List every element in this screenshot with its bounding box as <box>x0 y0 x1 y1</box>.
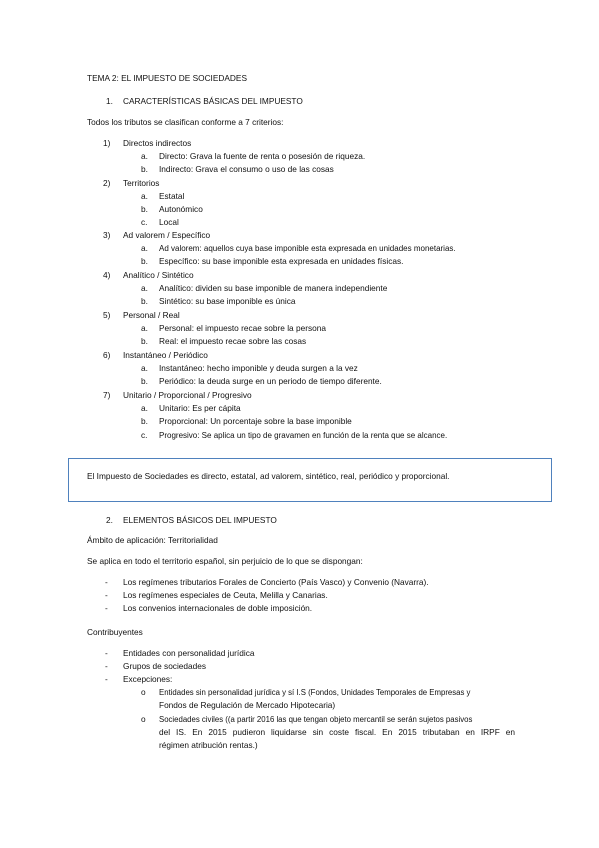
sub-item-text: Progresivo: Se aplica un tipo de gravamen en función de la renta que se alcance. <box>159 431 448 440</box>
sub-item-marker: a. <box>141 191 148 201</box>
section-1-number: 1. <box>106 96 113 106</box>
circle-bullet: o <box>141 714 146 724</box>
sub-item-marker: c. <box>141 217 148 227</box>
criterion-label: Analítico / Sintético <box>123 270 194 280</box>
contribuyente-item: Excepciones: <box>123 674 173 684</box>
sub-item-marker: b. <box>141 296 148 306</box>
sub-item-marker: a. <box>141 323 148 333</box>
summary-text: El Impuesto de Sociedades es directo, estatal, ad valorem, sintético, real, periódico y proporcional. <box>87 471 450 481</box>
ambito-item: Los regímenes especiales de Ceuta, Melilla y Canarias. <box>123 590 328 600</box>
document-title: TEMA 2: EL IMPUESTO DE SOCIEDADES <box>87 73 247 83</box>
sub-item-marker: a. <box>141 151 148 161</box>
excepcion-line: Entidades sin personalidad jurídica y sí I.S (Fondos, Unidades Temporales de Empresas y <box>159 688 471 697</box>
sub-item-text: Indirecto: Grava el consumo o uso de las cosas <box>159 164 334 174</box>
sub-item-text: Directo: Grava la fuente de renta o posesión de riqueza. <box>159 151 366 161</box>
sub-item-marker: c. <box>141 430 148 440</box>
criterion-number: 4) <box>103 270 111 280</box>
ambito-item: Los convenios internacionales de doble imposición. <box>123 603 313 613</box>
criterion-number: 1) <box>103 138 111 148</box>
ambito-intro: Se aplica en todo el territorio español, sin perjuicio de lo que se dispongan: <box>87 556 363 566</box>
sub-item-text: Unitario: Es per cápita <box>159 403 241 413</box>
criterion-label: Instantáneo / Periódico <box>123 350 208 360</box>
dash-bullet: - <box>105 590 108 600</box>
sub-item-text: Real: el impuesto recae sobre las cosas <box>159 336 307 346</box>
contribuyente-item: Grupos de sociedades <box>123 661 207 671</box>
criterion-label: Unitario / Proporcional / Progresivo <box>123 390 252 400</box>
criterion-number: 3) <box>103 230 111 240</box>
sub-item-marker: a. <box>141 363 148 373</box>
sub-item-text: Sintético: su base imponible es única <box>159 296 296 306</box>
sub-item-marker: b. <box>141 416 148 426</box>
criterion-label: Territorios <box>123 178 160 188</box>
sub-item-text: Analítico: dividen su base imponible de manera independiente <box>159 283 388 293</box>
criterion-number: 6) <box>103 350 111 360</box>
criterion-number: 2) <box>103 178 111 188</box>
sub-item-text: Personal: el impuesto recae sobre la persona <box>159 323 326 333</box>
sub-item-text: Periódico: la deuda surge en un periodo de tiempo diferente. <box>159 376 382 386</box>
excepcion-line: Sociedades civiles ((a partir 2016 las que tengan objeto mercantil se serán sujetos pasivos <box>159 715 473 724</box>
dash-bullet: - <box>105 674 108 684</box>
contribuyentes-heading: Contribuyentes <box>87 627 143 637</box>
sub-item-marker: b. <box>141 204 148 214</box>
contribuyente-item: Entidades con personalidad jurídica <box>123 648 255 658</box>
sub-item-marker: b. <box>141 336 148 346</box>
dash-bullet: - <box>105 603 108 613</box>
section-1-title: CARACTERÍSTICAS BÁSICAS DEL IMPUESTO <box>123 96 303 106</box>
sub-item-text: Autonómico <box>159 204 203 214</box>
circle-bullet: o <box>141 687 146 697</box>
dash-bullet: - <box>105 661 108 671</box>
dash-bullet: - <box>105 577 108 587</box>
sub-item-text: Estatal <box>159 191 185 201</box>
ambito-heading: Ámbito de aplicación: Territorialidad <box>87 535 218 545</box>
sub-item-marker: a. <box>141 283 148 293</box>
excepcion-line: del IS. En 2015 pudieron liquidarse sin coste fiscal. En 2015 tributaban en IRPF en <box>159 727 515 737</box>
criterion-label: Ad valorem / Específico <box>123 230 211 240</box>
criterion-number: 5) <box>103 310 111 320</box>
sub-item-marker: b. <box>141 256 148 266</box>
criterion-label: Personal / Real <box>123 310 180 320</box>
sub-item-text: Proporcional: Un porcentaje sobre la base imponible <box>159 416 352 426</box>
sub-item-text: Específico: su base imponible esta expresada en unidades físicas. <box>159 256 404 266</box>
sub-item-marker: a. <box>141 243 148 253</box>
section-1-intro: Todos los tributos se clasifican conforme a 7 criterios: <box>87 117 284 127</box>
criterion-label: Directos indirectos <box>123 138 192 148</box>
sub-item-marker: a. <box>141 403 148 413</box>
section-2-title: ELEMENTOS BÁSICOS DEL IMPUESTO <box>123 515 277 525</box>
excepcion-line: Fondos de Regulación de Mercado Hipotecaria) <box>159 700 336 710</box>
sub-item-text: Instantáneo: hecho imponible y deuda surgen a la vez <box>159 363 358 373</box>
sub-item-marker: b. <box>141 376 148 386</box>
section-2-number: 2. <box>106 515 113 525</box>
ambito-item: Los regímenes tributarios Forales de Concierto (País Vasco) y Convenio (Navarra). <box>123 577 429 587</box>
sub-item-marker: b. <box>141 164 148 174</box>
sub-item-text: Local <box>159 217 179 227</box>
sub-item-text: Ad valorem: aquellos cuya base imponible esta expresada en unidades monetarias. <box>159 244 456 253</box>
criterion-number: 7) <box>103 390 111 400</box>
excepcion-line: régimen atribución rentas.) <box>159 740 258 750</box>
dash-bullet: - <box>105 648 108 658</box>
